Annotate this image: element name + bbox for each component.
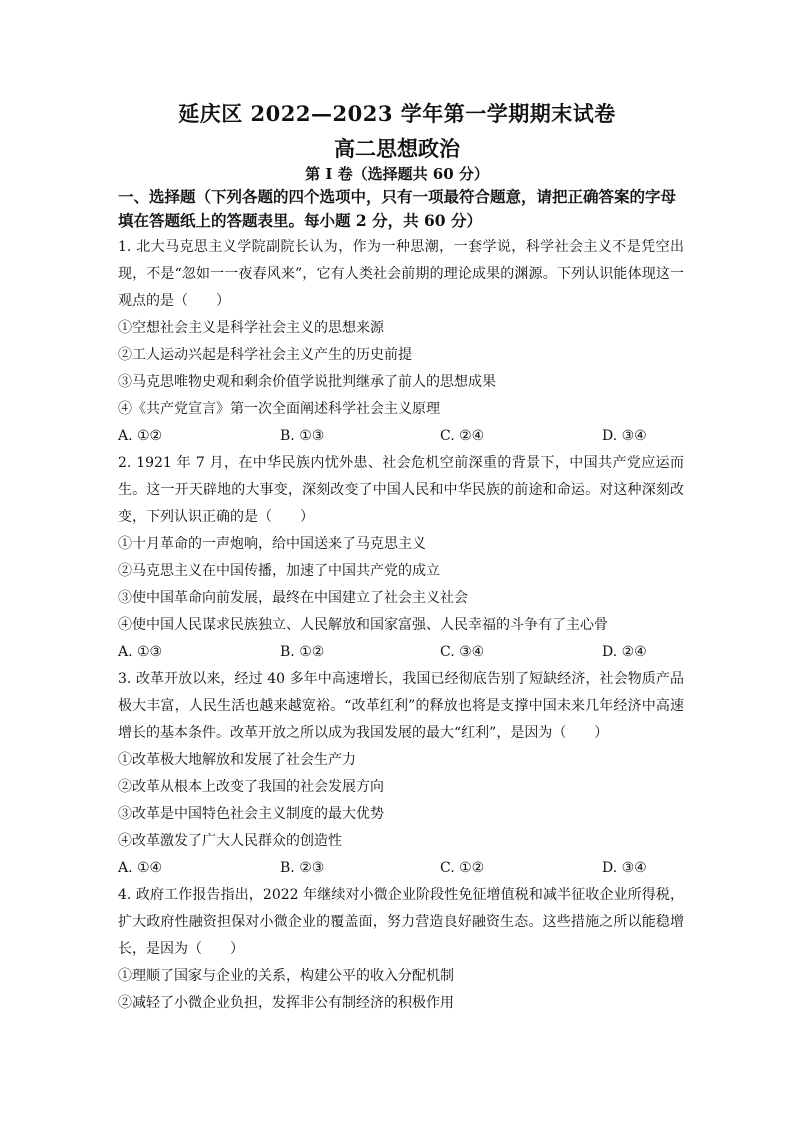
answer-choices [118, 855, 684, 882]
choice-a: A. ①③ [118, 644, 163, 660]
exam-subject: 高二思想政治 [334, 136, 460, 161]
question-stem: 1. 北大马克思主义学院副院长认为，作为一种思潮，一套学说，科学社会主义不是凭空出现，不是“忽如一一夜春风来”，它有人类社会前期的理论成果的渊源。下列认识能体现这一观点的是（ ） [118, 239, 684, 309]
question-4 [118, 882, 684, 1017]
question-2 [118, 450, 684, 666]
question-stem: 4. 政府工作报告指出，2022 年继续对小微企业阶段性免征增值税和减半征收企业所得税，扩大政府性融资担保对小微企业的覆盖面，努力营造良好融资生态。这些措施之所以能稳增长，是因为（ ） [118, 887, 684, 957]
question-option: ④《共产党宣言》第一次全面阐述科学社会主义原理 [118, 401, 440, 417]
question-stem: 2. 1921 年 7 月，在中华民族内忧外患、社会危机空前深重的背景下，中国共产党应运而生。这一开天辟地的大事变，深刻改变了中国人民和中华民族的前途和命运。对这种深刻改变，下列认识正确的是（ ） [118, 455, 684, 525]
answer-choices [118, 639, 684, 666]
choice-c: C. ③④ [440, 644, 485, 660]
choice-d: D. ③④ [602, 428, 647, 444]
question-option: ①改革极大地解放和发展了社会生产力 [118, 752, 356, 768]
choice-c: C. ②④ [440, 428, 485, 444]
answer-choices [118, 423, 684, 450]
choice-a: A. ①② [118, 428, 163, 444]
question-option: ①理顺了国家与企业的关系，构建公平的收入分配机制 [118, 968, 454, 984]
choice-b: B. ①② [280, 644, 325, 660]
choice-b: B. ②③ [280, 860, 325, 876]
question-1 [118, 234, 684, 450]
question-option: ④改革激发了广大人民群众的创造性 [118, 833, 342, 849]
question-option: ①十月革命的一声炮响，给中国送来了马克思主义 [118, 536, 426, 552]
question-option: ②改革从根本上改变了我国的社会发展方向 [118, 779, 384, 795]
choice-d: D. ③④ [602, 860, 647, 876]
question-option: ③使中国革命向前发展，最终在中国建立了社会主义社会 [118, 590, 468, 606]
question-option: ②马克思主义在中国传播，加速了中国共产党的成立 [118, 563, 440, 579]
question-option: ④使中国人民谋求民族独立、人民解放和国家富强、人民幸福的斗争有了主心骨 [118, 617, 608, 633]
exam-title: 延庆区 2022—2023 学年第一学期期末试卷 [178, 101, 616, 126]
question-3 [118, 666, 684, 882]
questions-container [118, 234, 684, 1017]
section-instructions: 一、选择题（下列各题的四个选项中，只有一项最符合题意，请把正确答案的字母填在答题纸上的答题表里。每小题 2 分，共 60 分） [118, 187, 677, 230]
question-option: ①空想社会主义是科学社会主义的思想来源 [118, 320, 384, 336]
question-option: ③改革是中国特色社会主义制度的最大优势 [118, 806, 384, 822]
choice-a: A. ①④ [118, 860, 163, 876]
question-option: ②工人运动兴起是科学社会主义产生的历史前提 [118, 347, 412, 363]
choice-d: D. ②④ [602, 644, 647, 660]
choice-c: C. ①② [440, 860, 485, 876]
choice-b: B. ①③ [280, 428, 325, 444]
question-stem: 3. 改革开放以来，经过 40 多年中高速增长，我国已经彻底告别了短缺经济，社会物质产品极大丰富，人民生活也越来越宽裕。“改革红利”的释放也将是支撑中国未来几年经济中高速增长的基本条件。改革开放之所以成为我国发展的最大“红利”，是因为（ ） [118, 671, 684, 741]
question-option: ②减轻了小微企业负担，发挥非公有制经济的积极作用 [118, 995, 454, 1011]
exam-volume: 第 I 卷（选择题共 60 分） [305, 165, 489, 183]
question-option: ③马克思唯物史观和剩余价值学说批判继承了前人的思想成果 [118, 374, 496, 390]
